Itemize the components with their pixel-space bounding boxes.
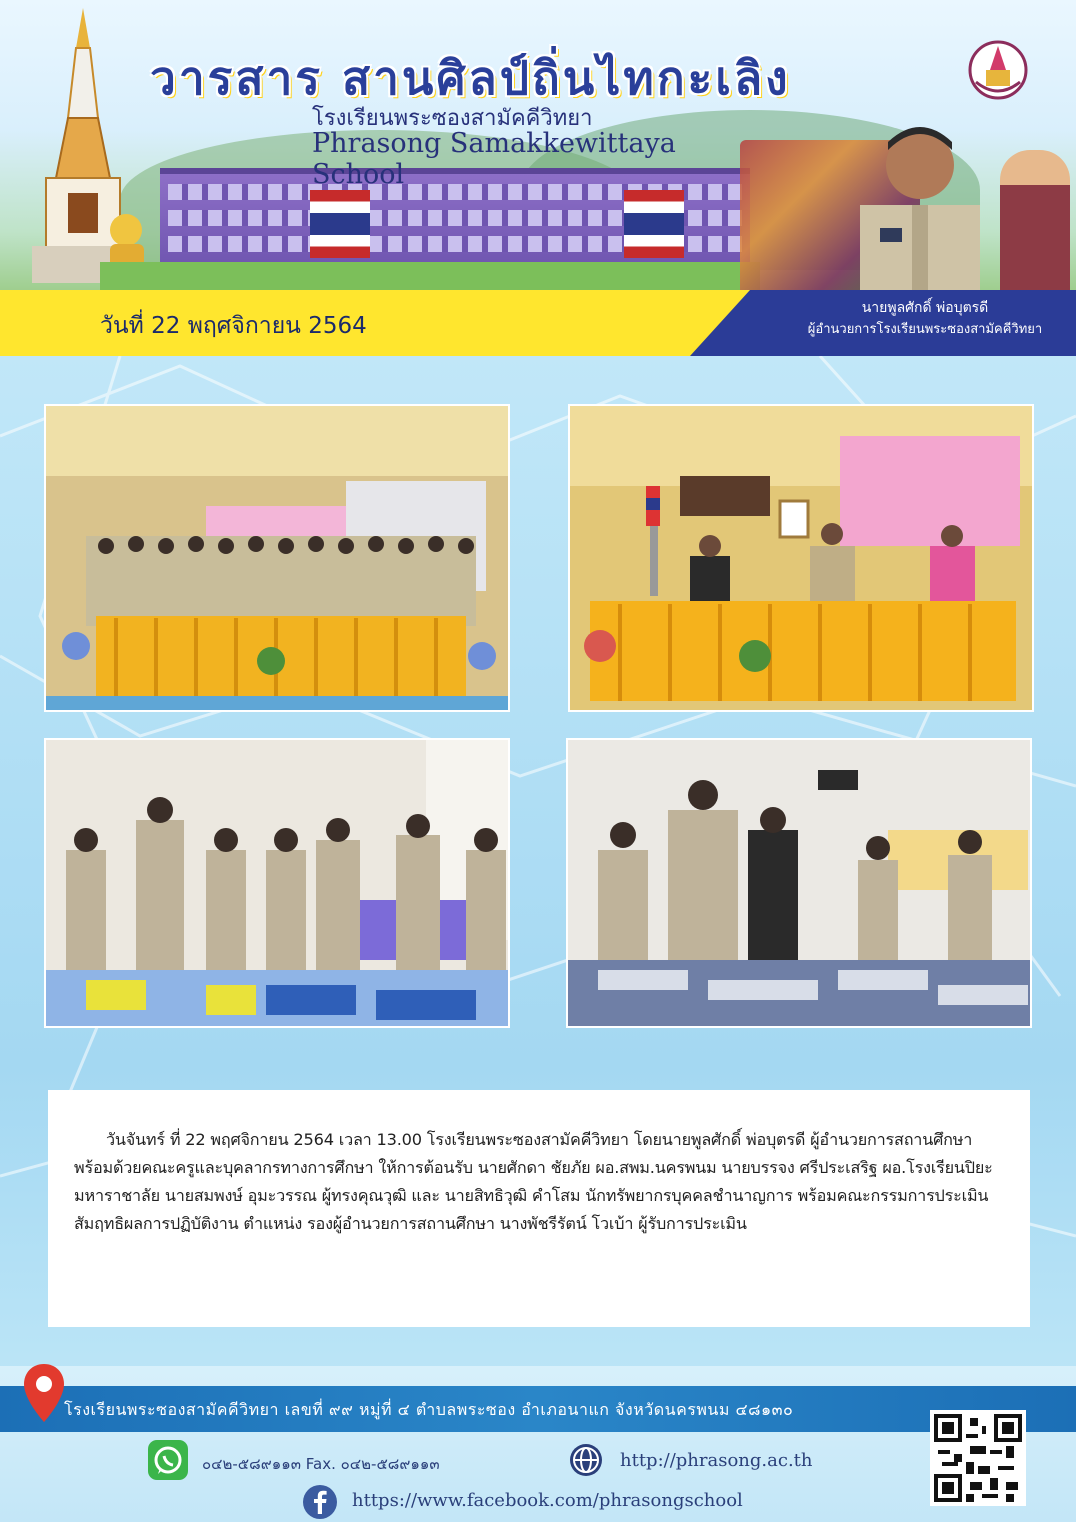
masthead xyxy=(0,0,1076,290)
facebook-icon xyxy=(302,1484,338,1520)
globe-icon xyxy=(568,1442,604,1478)
director-name: นายพูลศักดิ์ พ่อบุตรดี xyxy=(861,300,989,316)
article-box xyxy=(48,1090,1030,1327)
lawn xyxy=(100,262,760,290)
event-photo-staff xyxy=(44,738,510,1028)
school-name-thai: โรงเรียนพระซองสามัคคีวิทยา xyxy=(312,106,593,131)
magazine-title: วารสาร สานศิลป์ถิ่นไทกะเลิง xyxy=(150,51,791,105)
school-name-english: Phrasong Samakkewittaya School xyxy=(312,128,676,190)
facebook-link[interactable]: https://www.facebook.com/phrasongschool xyxy=(352,1490,743,1511)
event-photo-inspection xyxy=(566,738,1032,1028)
dancer-figure xyxy=(1000,150,1070,290)
thai-flag-icon xyxy=(624,190,684,258)
map-pin-icon xyxy=(22,1362,66,1424)
phone-fax: ๐๔๒-๕๘๙๑๑๓ Fax. ๐๔๒-๕๘๙๑๑๓ xyxy=(202,1455,440,1473)
director-portrait xyxy=(860,110,980,290)
thai-flag-icon xyxy=(310,190,370,258)
stupa-illustration xyxy=(18,8,148,283)
director-title: ผู้อำนวยการโรงเรียนพระซองสามัคคีวิทยา xyxy=(807,322,1043,337)
school-logo-icon xyxy=(968,40,1028,100)
event-photo-group xyxy=(44,404,510,712)
whatsapp-icon xyxy=(148,1440,188,1480)
website-link[interactable]: http://phrasong.ac.th xyxy=(620,1450,813,1471)
issue-date: วันที่ 22 พฤศจิกายน 2564 xyxy=(100,313,367,339)
school-address: โรงเรียนพระซองสามัคคีวิทยา เลขที่ ๙๙ หมู่ที่ ๔ ตำบลพระซอง อำเภอนาแก จังหวัดนครพนม ๔๘๑๓๐ xyxy=(64,1400,794,1419)
qr-code xyxy=(930,1410,1026,1506)
event-photo-committee xyxy=(568,404,1034,712)
article-body: วันจันทร์ ที่ 22 พฤศจิกายน 2564 เวลา 13.00 โรงเรียนพระซองสามัคคีวิทยา โดยนายพูลศักดิ์ พ่อบุตรดี ผู้อำนวยการสถานศึกษา พร้อมด้วยคณะครูและบุคลากรทางการศึกษา ให้การต้อนรับ นายศักดา ชัยภัย ผอ.สพม.นครพนม นายบรรจง ศรีประเสริฐ ผอ.โรงเรียนปิยะมหาราชาลัย นายสมพงษ์ อุมะวรรณ ผู้ทรงคุณวุฒิ และ นายสิทธิวุฒิ คำโสม นักทรัพยากรบุคคลชำนาญการ พร้อมคณะกรรมการประเมินสัมฤทธิผลการปฏิบัติงาน ตำแหน่ง รองผู้อำนวยการสถานศึกษา นางพัชรีรัตน์ โวเบ้า ผู้รับการประเมิน xyxy=(74,1130,993,1233)
